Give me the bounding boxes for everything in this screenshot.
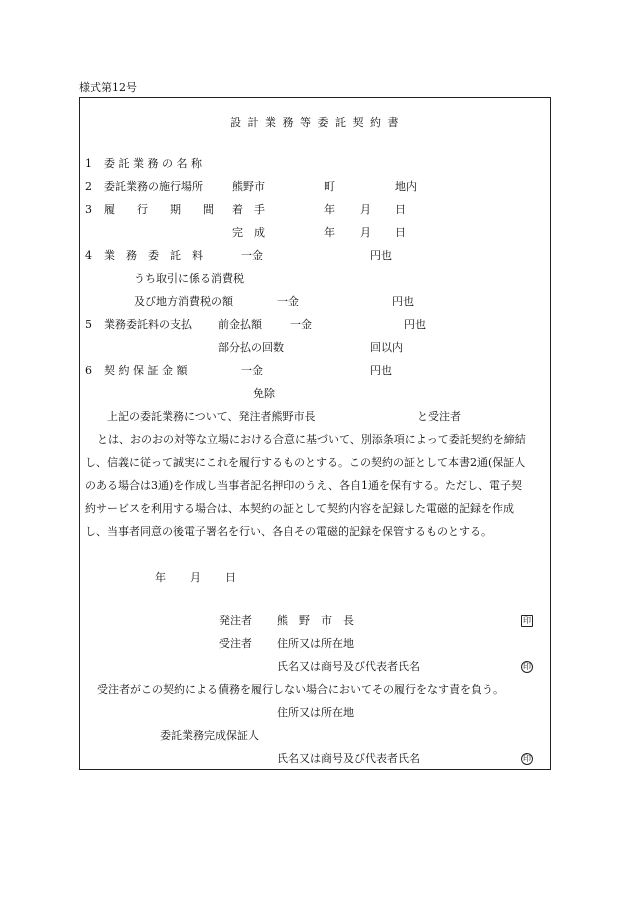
- item-2-town: 町: [324, 180, 335, 193]
- item-3-number: 3: [85, 203, 92, 216]
- item-2-city: 熊野市: [232, 180, 265, 193]
- item-2-label: 委託業務の施行場所: [104, 180, 203, 193]
- item-4-tax-ikkin: 一金: [277, 295, 299, 308]
- item-6-exempt: 免除: [253, 387, 275, 400]
- item-4-label: 業 務 委 託 料: [104, 249, 203, 262]
- item-4-tax-yen: 円也: [392, 295, 414, 308]
- contractor-name-label: 氏名又は商号及び代表者氏名: [277, 660, 420, 673]
- item-5-advance-label: 前金払額: [218, 318, 262, 331]
- body-line-5: 約サービスを利用する場合は、本契約の証として契約内容を記録した電磁的記録を作成: [85, 502, 514, 515]
- contractor-label: 受注者: [219, 637, 252, 650]
- start-year: 年: [324, 203, 335, 216]
- item-6-label: 契 約 保 証 金 額: [104, 364, 188, 377]
- item-4-ikkin: 一金: [241, 249, 263, 262]
- item-5-partial-times: 回以内: [370, 341, 403, 354]
- start-month: 月: [360, 203, 371, 216]
- item-5-advance-ikkin: 一金: [290, 318, 312, 331]
- guarantor-seal: 印: [523, 754, 531, 763]
- item-6-number: 6: [85, 364, 92, 377]
- start-day: 日: [395, 203, 406, 216]
- item-4-tax-line1: うち取引に係る消費税: [134, 272, 244, 285]
- body-line-4: のある場合は3通)を作成し当事者記名押印のうえ、各自1通を保有する。ただし、電子契: [85, 479, 522, 492]
- end-day: 日: [395, 226, 406, 239]
- body-line-6: し、当事者同意の後電子署名を行い、各自その電磁的記録を保管するものとする。: [85, 525, 492, 538]
- end-year: 年: [324, 226, 335, 239]
- item-3-label: 履 行 期 間: [104, 203, 214, 216]
- document-title: 設計業務等委託契約書: [230, 116, 405, 129]
- item-2-area: 地内: [395, 180, 417, 193]
- item-3-end-label: 完 成: [232, 226, 265, 239]
- orderer-label: 発注者: [219, 614, 252, 627]
- orderer-seal: 印: [523, 616, 531, 625]
- guarantor-name-label: 氏名又は商号及び代表者氏名: [277, 752, 420, 765]
- item-1-label: 委 託 業 務 の 名 称: [104, 157, 202, 170]
- item-4-number: 4: [85, 249, 92, 262]
- contract-day: 日: [225, 571, 236, 584]
- item-5-label: 業務委託料の支払: [104, 318, 192, 331]
- item-4-tax-line2: 及び地方消費税の額: [134, 295, 233, 308]
- item-6-ikkin: 一金: [241, 364, 263, 377]
- body-line-2: とは、おのおの対等な立場における合意に基づいて、別添条項によって委託契約を締結: [97, 433, 526, 446]
- item-1-number: 1: [85, 157, 92, 170]
- guarantor-address-label: 住所又は所在地: [277, 706, 354, 719]
- end-month: 月: [360, 226, 371, 239]
- orderer-name: 熊 野 市 長: [277, 614, 354, 627]
- guarantor-label: 委託業務完成保証人: [160, 729, 259, 742]
- body-line-1b: と受注者: [417, 410, 461, 423]
- item-4-yen: 円也: [370, 249, 392, 262]
- guarantee-text: 受注者がこの契約による債務を履行しない場合においてその履行をなす責を負う。: [97, 683, 504, 696]
- body-line-1a: 上記の委託業務について、発注者熊野市長: [107, 410, 316, 423]
- item-2-number: 2: [85, 180, 92, 193]
- body-line-3: し、信義に従って誠実にこれを履行するものとする。この契約の証として本書2通(保証人: [85, 456, 526, 469]
- item-6-yen: 円也: [370, 364, 392, 377]
- contract-year: 年: [155, 571, 166, 584]
- item-5-partial-label: 部分払の回数: [218, 341, 284, 354]
- item-5-advance-yen: 円也: [404, 318, 426, 331]
- contractor-address-label: 住所又は所在地: [277, 637, 354, 650]
- form-number: 様式第12号: [79, 81, 137, 94]
- contractor-seal: 印: [523, 662, 531, 671]
- item-5-number: 5: [85, 318, 92, 331]
- contract-month: 月: [190, 571, 201, 584]
- item-3-start-label: 着 手: [232, 203, 265, 216]
